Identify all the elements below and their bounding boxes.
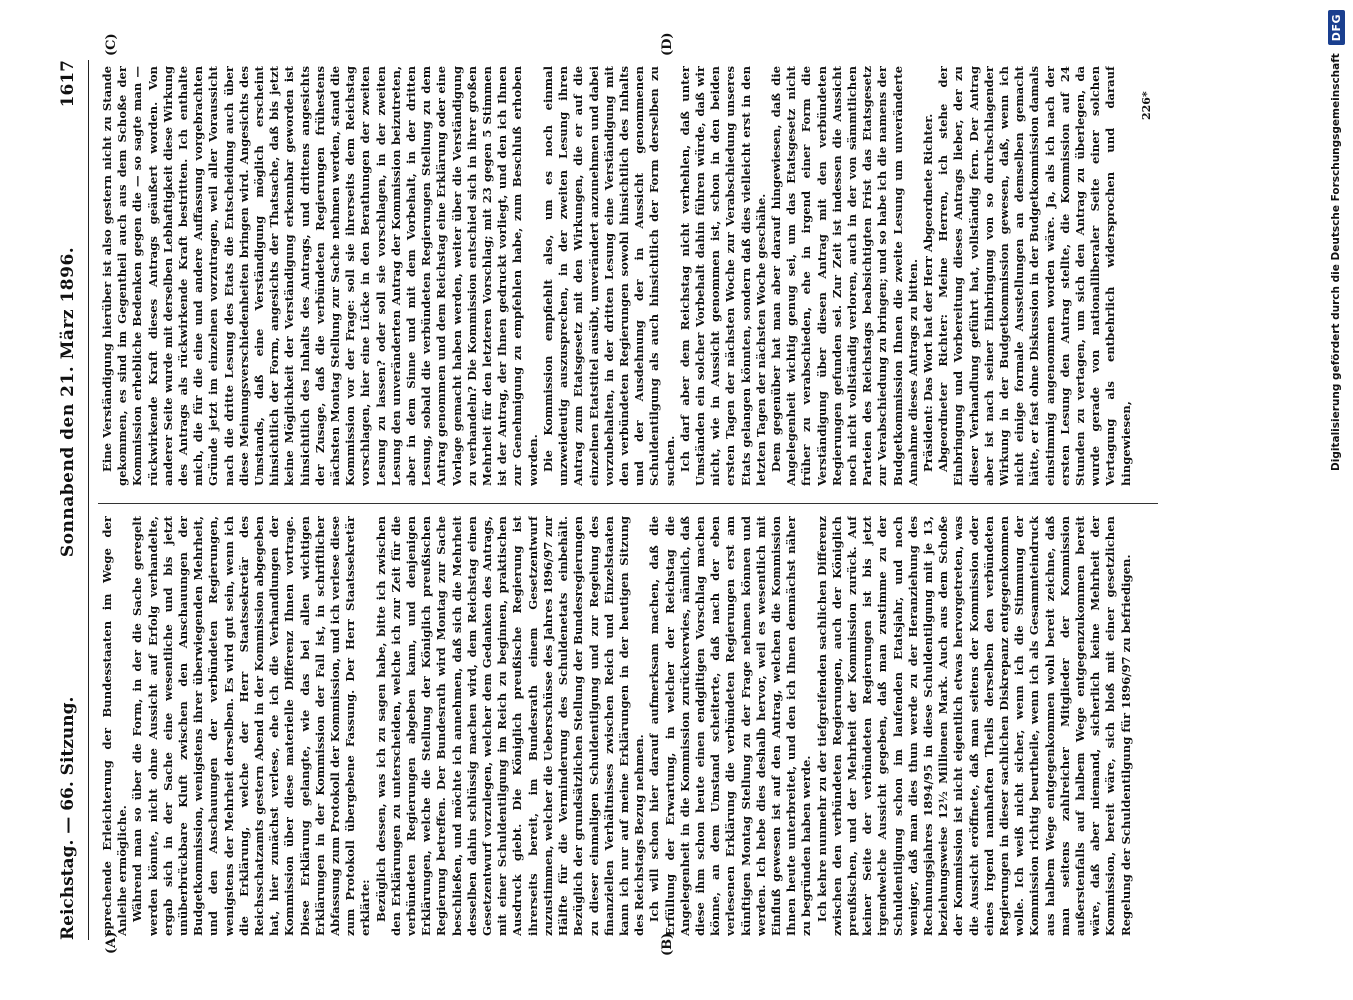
- header-rule: [88, 60, 89, 940]
- paragraph: Dem gegenüber hat man aber darauf hingewiesen, daß die Angelegenheit wichtig genug sei, um das Etatsgesetz nicht früher zu verabschieden, ehe in irgend einer Form die Verständigung über diesen Antrag mit den verbündeten Regierungen gefunden sei. Zur Zeit ist indessen die Aussicht noch nicht vollständig verloren, auch in der von sämmtlichen Parteien des Reichstags beabsichtigten Frist das Etatsgesetz zur Verabschiedung zu bringen; und so habe ich die namens der Budgetkommission Ihnen die zweite Lesung um unveränderte Annahme dieses Antrags zu bitten.: [768, 66, 920, 486]
- paragraph: Während man so über die Form, in der die Sache geregelt werden könnte, nicht ohne Aussicht auf Erfolg verhandelte, ergab sich in der Sache eine wesentliche und bis jetzt unüberbrückbare Kluft zwischen den Anschauungen der Budgetkommission, wenigstens ihrer überwiegenden Mehrheit, und den Anschauungen der verbündeten Regierungen, wenigstens der Mehrheit derselben. Es wird gut sein, wenn ich die Erklärung, welche der Herr Staatssekretär des Reichsschatzamts gestern Abend in der Kommission abgegeben hat, hier zunächst verlese, ehe ich die Verhandlungen der Kommission über diese materielle Differenz Ihnen vortrage. Diese Erklärung gelangte, wie das bei allen wichtigen Erklärungen in der Kommission der Fall ist, in schriftlicher Abfassung zum Protokoll der Kommission, und ich verlese diese zum Protokoll übergebene Fassung. Der Herr Staatssekretär erklärte:: [130, 516, 373, 936]
- header-left: Reichstag. — 66. Sitzung.: [58, 696, 78, 940]
- left-column: [100, 516, 1160, 936]
- margin-marker-d: (D): [660, 32, 675, 56]
- header-date: Sonnabend den 21. März 1896.: [58, 246, 78, 558]
- dfg-logo: DFG: [1328, 10, 1345, 45]
- digitization-credit: [1324, 10, 1348, 990]
- margin-marker-c: (C): [104, 33, 119, 56]
- paragraph: Ich will schon hier darauf aufmerksam machen, daß die Erfüllung der Erwartung, in welcher der Reichstag die Angelegenheit in die Kommission zurückverwies, nämlich, daß diese ihm schon heute einen endgiltigen Vorschlag machen könne, an dem Umstand scheiterte, daß nach der eben verlesenen Erklärung die verbündeten Regierungen erst am künftigen Montag Stellung zu der Frage nehmen können und werden. Ich hebe dies deshalb hervor, weil es wesentlich mit Einfluß gewesen ist auf den Antrag, welchen die Kommission Ihnen heute unterbreitet, und den ich Ihnen demnächst näher zu begründen haben werde.: [647, 516, 814, 936]
- margin-marker-a: (A): [104, 931, 119, 954]
- page-number: 1617: [58, 60, 78, 108]
- paragraph: Eine Verständigung hierüber ist also gestern nicht zu Stande gekommen, es sind im Gegentheil auch aus dem Schoße der Kommission erhebliche Bedenken gegen die — so sagte man — rückwirkende Kraft dieses Antrags geäußert worden. Von anderer Seite wurde mit derselben Lebhaftigkeit diese Wirkung des Antrags als rückwirkende Kraft bestritten. Ich enthalte mich, die für die eine und andere Auffassung vorgebrachten Gründe jetzt im einzelnen vorzutragen, weil aller Voraussicht nach die dritte Lesung des Etats die Entscheidung auch über diese Meinungsverschiedenheiten bringen wird. Angesichts des Umstands, daß eine Verständigung möglich erscheint hinsichtlich der Form, angesichts der Thatsache, daß bis jetzt keine Möglichkeit der Verständigung erkennbar geworden ist hinsichtlich des Inhalts des Antrags, und drittens angesichts der Zusage, daß die verbündeten Regierungen frühestens nächsten Montag Stellung zur Sache nehmen werden, stand die Kommission vor der Frage: soll sie ihrerseits dem Reichstag vorschlagen, hier eine Lücke in den Berathungen der zweiten Lesung zu lassen? oder soll sie vorschlagen, in der zweiten Lesung den unveränderten Antrag der Kommission beizutreten, aber in dem Sinne und mit dem Vorbehalt, in der dritten Lesung, sobald die verbündeten Regierungen Stellung zu dem Antrag genommen und dem Reichstag eine Erklärung oder eine Vorlage gemacht haben werden, weiter über die Verständigung zu verhandeln? Die Kommission entschied sich in ihrer großen Mehrheit für den letzteren Vorschlag; mit 23 gegen 5 Stimmen ist der Antrag, der Ihnen gedruckt vorliegt, und den ich Ihnen zur Genehmigung zu empfehlen habe, zum Beschluß erhoben worden.: [100, 66, 540, 486]
- paragraph: Bezüglich dessen, was ich zu sagen habe, bitte ich zwischen den Erklärungen zu unterscheiden, welche ich zur Zeit für die verbündeten Regierungen abgeben kann, und denjenigen Erklärungen, welche die Stellung der Königlich preußischen Regierung betreffen. Der Bundesrath wird Montag zur Sache beschließen, und möchte ich annehmen, daß sich die Mehrheit desselben dahin schlüssig machen wird, dem Reichstag einen Gesetzentwurf vorzulegen, welcher dem Gedanken des Antrags, mit einer Schuldentilgung im Reich zu beginnen, praktischen Ausdruck giebt. Die Königlich preußische Regierung ist ihrerseits bereit, im Bundesrath einem Gesetzentwurf zuzustimmen, welcher die Ueberschüsse des Jahres 1896/97 zur Hälfte für die Verminderung des Schuldenetats einbehält. Bezüglich der grundsätzlichen Stellung der Bundesregierungen zu dieser einmaligen Schuldentilgung und zur Regelung des finanziellen Verhältnisses zwischen Reich und Einzelstaaten kann ich nur auf meine Erklärungen in der heutigen Sitzung des Reichstags Bezug nehmen.: [373, 516, 647, 936]
- paragraph: Ich darf aber dem Reichstag nicht verhehlen, daß unter Umständen ein solcher Vorbehalt dahin führen würde, daß wir nicht, wie in Aussicht genommen ist, schon in den beiden ersten Tagen der nächsten Woche zur Verabschiedung unseres Etats gelangen könnten, sondern daß dies vielleicht erst in den letzten Tagen der nächsten Woche geschähe.: [677, 66, 768, 486]
- column-divider: [98, 503, 1158, 504]
- margin-marker-b: (B): [660, 932, 675, 956]
- right-column: [100, 66, 1160, 486]
- credit-text: Digitalisierung gefördert durch die Deutsche Forschungsgemeinschaft: [1330, 53, 1342, 471]
- paragraph: Die Kommission empfiehlt also, um es noch einmal unzweideutig auszusprechen, in der zweiten Lesung ihren Antrag zum Etatsgesetz mit den Wirkungen, die er auf die einzelnen Etatstitel ausübt, unverändert anzunehmen und dabei vorzubehalten, in der dritten Lesung eine Verständigung mit den verbündeten Regierungen sowohl hinsichtlich des Inhalts und der Ausdehnung der in Aussicht genommenen Schuldentilgung als auch hinsichtlich der Form derselben zu suchen.: [540, 66, 677, 486]
- paragraph: sprechende Erleichterung der Bundesstaaten im Wege der Anleihe ermögliche.: [100, 516, 130, 936]
- paragraph: Abgeordneter Richter: Meine Herren, ich stehe der Einbringung und Vorbereitung dieses Antrags lieber, der zu dieser Verhandlung geführt hat, vollständig fern. Der Antrag aber ist nach seiner Einbringung von so durchschlagender Wirkung in der Budgetkommission gewesen, daß, wenn ich nicht einige formale Ausstellungen an demselben gemacht hätte, er fast ohne Diskussion in der Budgetkommission damals einstimmig angenommen worden wäre. Ja, als ich nach der ersten Lesung den Antrag stellte, die Kommission auf 24 Stunden zu vertagen, um sich den Antrag zu überlegen, da wurde gerade von nationalliberaler Seite einer solchen Vertagung als entbehrlich widersprochen und darauf hingewiesen,: [936, 66, 1133, 486]
- page-header: [50, 60, 86, 940]
- paragraph: Ich kehre nunmehr zu der tiefgreifenden sachlichen Differenz zwischen den verbündeten Regierungen, auch der Königlich preußischen, und der Mehrheit der Kommission zurück. Auf keiner Seite der verbündeten Regierungen ist bis jetzt irgendwelche Aussicht gegeben, daß man zustimme zu der Schuldentilgung schon im laufenden Etatsjahr, und noch weniger, daß man dies thun werde zu der Heranziehung des Rechnungsjahres 1894/95 in diese Schuldentilgung mit je 13, beziehungsweise 12½ Millionen Mark. Auch aus dem Schoße der Kommission ist nicht eigentlich etwas hervorgetreten, was die Aussicht eröffnete, daß man seitens der Kommission oder eines irgend namhaften Theils derselben den verbündeten Regierungen in dieser sachlichen Diskrepanz entgegenkommen wolle. Ich weiß nicht sicher, wenn ich die Stimmung der Kommission richtig beurtheile, wenn ich als Gesammteindruck aus halbem Wege entgegenkommen wohl bereit zeichne, daß man seitens zahlreicher Mitglieder der Kommission außerstenfalls auf halbem Wege entgegenzukommen bereit wäre, daß aber niemand, sicherlich keine Mehrheit der Kommission, bereit wäre, sich bloß mit einer gesetzlichen Regelung der Schuldentilgung für 1896/97 zu befriedigen.: [814, 516, 1133, 936]
- page-code: 226*: [1140, 91, 1153, 120]
- paragraph: Präsident: Das Wort hat der Herr Abgeordnete Richter.: [920, 113, 935, 472]
